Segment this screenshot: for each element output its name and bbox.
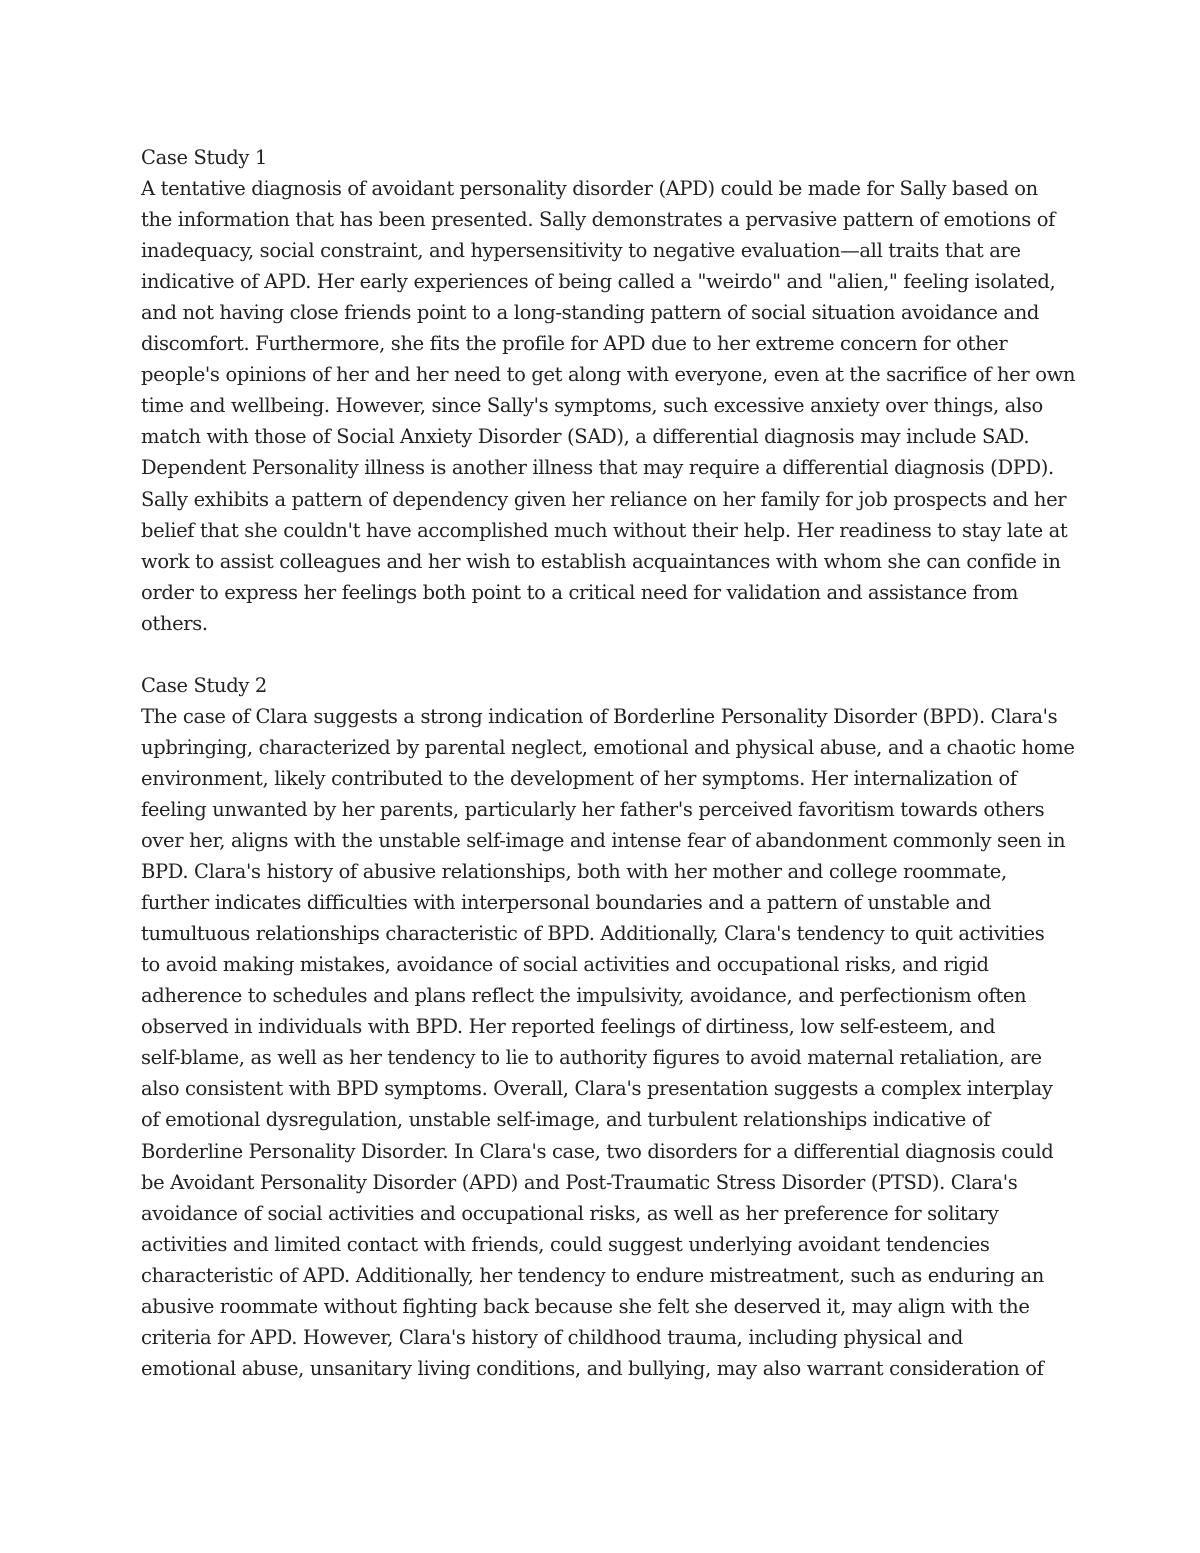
paragraph-line: work to assist colleagues and her wish to establish acquaintances with whom she can confide in — [141, 549, 1061, 573]
paragraph-line: Dependent Personality illness is another illness that may require a differential diagnosis (DPD). — [141, 456, 1054, 480]
paragraph-line: others. — [141, 611, 208, 635]
paragraph-line: of emotional dysregulation, unstable self-image, and turbulent relationships indicative of — [141, 1108, 991, 1132]
paragraph-line: belief that she couldn't have accomplished much without their help. Her readiness to stay late at — [141, 518, 1068, 542]
paragraph-line: feeling unwanted by her parents, particularly her father's perceived favoritism towards others — [141, 797, 1045, 821]
paragraph — [141, 173, 1076, 639]
paragraph-line: time and wellbeing. However, since Sally's symptoms, such excessive anxiety over things, also — [141, 394, 1043, 418]
paragraph-line: tumultuous relationships characteristic of BPD. Additionally, Clara's tendency to quit activities — [141, 922, 1045, 946]
paragraph-line: activities and limited contact with friends, could suggest underlying avoidant tendencies — [141, 1232, 990, 1256]
paragraph-line: characteristic of APD. Additionally, her tendency to endure mistreatment, such as enduring an — [141, 1263, 1044, 1287]
paragraph-line: match with those of Social Anxiety Disorder (SAD), a differential diagnosis may include SAD. — [141, 425, 1030, 449]
paragraph-line: The case of Clara suggests a strong indication of Borderline Personality Disorder (BPD). Clara's — [141, 704, 1058, 728]
paragraph-line: BPD. Clara's history of abusive relationships, both with her mother and college roommate, — [141, 860, 1007, 884]
paragraph-line: Sally exhibits a pattern of dependency given her reliance on her family for job prospects and her — [141, 487, 1067, 511]
paragraph-line: order to express her feelings both point to a critical need for validation and assistance from — [141, 580, 1019, 604]
paragraph-line: upbringing, characterized by parental neglect, emotional and physical abuse, and a chaotic home — [141, 735, 1075, 759]
paragraph-line: Borderline Personality Disorder. In Clara's case, two disorders for a differential diagnosis could — [141, 1139, 1054, 1163]
paragraph-line: emotional abuse, unsanitary living conditions, and bullying, may also warrant consideration of — [141, 1356, 1044, 1380]
section-heading: Case Study 1 — [141, 146, 267, 169]
paragraph-line: criteria for APD. However, Clara's history of childhood trauma, including physical and — [141, 1325, 964, 1349]
paragraph-line: to avoid making mistakes, avoidance of social activities and occupational risks, and rigid — [141, 953, 989, 977]
paragraph-line: environment, likely contributed to the development of her symptoms. Her internalization of — [141, 766, 1017, 790]
case-study-1 — [141, 142, 1076, 639]
document-body — [141, 142, 1076, 1384]
paragraph-line: and not having close friends point to a long-standing pattern of social situation avoidance and — [141, 301, 1040, 325]
case-study-2 — [141, 670, 1075, 1384]
paragraph-line: observed in individuals with BPD. Her reported feelings of dirtiness, low self-esteem, and — [141, 1015, 996, 1039]
paragraph-line: A tentative diagnosis of avoidant personality disorder (APD) could be made for Sally based on — [141, 177, 1038, 201]
paragraph-line: people's opinions of her and her need to get along with everyone, even at the sacrifice of her own — [141, 363, 1076, 387]
paragraph-line: abusive roommate without fighting back because she felt she deserved it, may align with the — [141, 1294, 1030, 1318]
paragraph-line: also consistent with BPD symptoms. Overall, Clara's presentation suggests a complex interplay — [141, 1077, 1053, 1101]
section-heading: Case Study 2 — [141, 673, 267, 697]
paragraph-line: self-blame, as well as her tendency to lie to authority figures to avoid maternal retaliation, are — [141, 1046, 1042, 1070]
paragraph-line: inadequacy, social constraint, and hypersensitivity to negative evaluation—all traits that are — [141, 239, 1021, 263]
paragraph-line: indicative of APD. Her early experiences of being called a "weirdo" and "alien," feeling isolated, — [141, 270, 1056, 294]
paragraph-line: discomfort. Furthermore, she fits the profile for APD due to her extreme concern for other — [141, 332, 1008, 356]
paragraph-line: over her, aligns with the unstable self-image and intense fear of abandonment commonly seen in — [141, 829, 1066, 853]
paragraph-line: adherence to schedules and plans reflect the impulsivity, avoidance, and perfectionism often — [141, 984, 1027, 1008]
paragraph — [141, 701, 1075, 1384]
paragraph-line: avoidance of social activities and occupational risks, as well as her preference for solitary — [141, 1201, 999, 1225]
blank-line — [141, 639, 1071, 670]
paragraph-line: further indicates difficulties with interpersonal boundaries and a pattern of unstable and — [141, 891, 992, 915]
paragraph-line: be Avoidant Personality Disorder (APD) and Post-Traumatic Stress Disorder (PTSD). Clara's — [141, 1170, 1018, 1194]
paragraph-line: the information that has been presented. Sally demonstrates a pervasive pattern of emotions of — [141, 208, 1055, 232]
